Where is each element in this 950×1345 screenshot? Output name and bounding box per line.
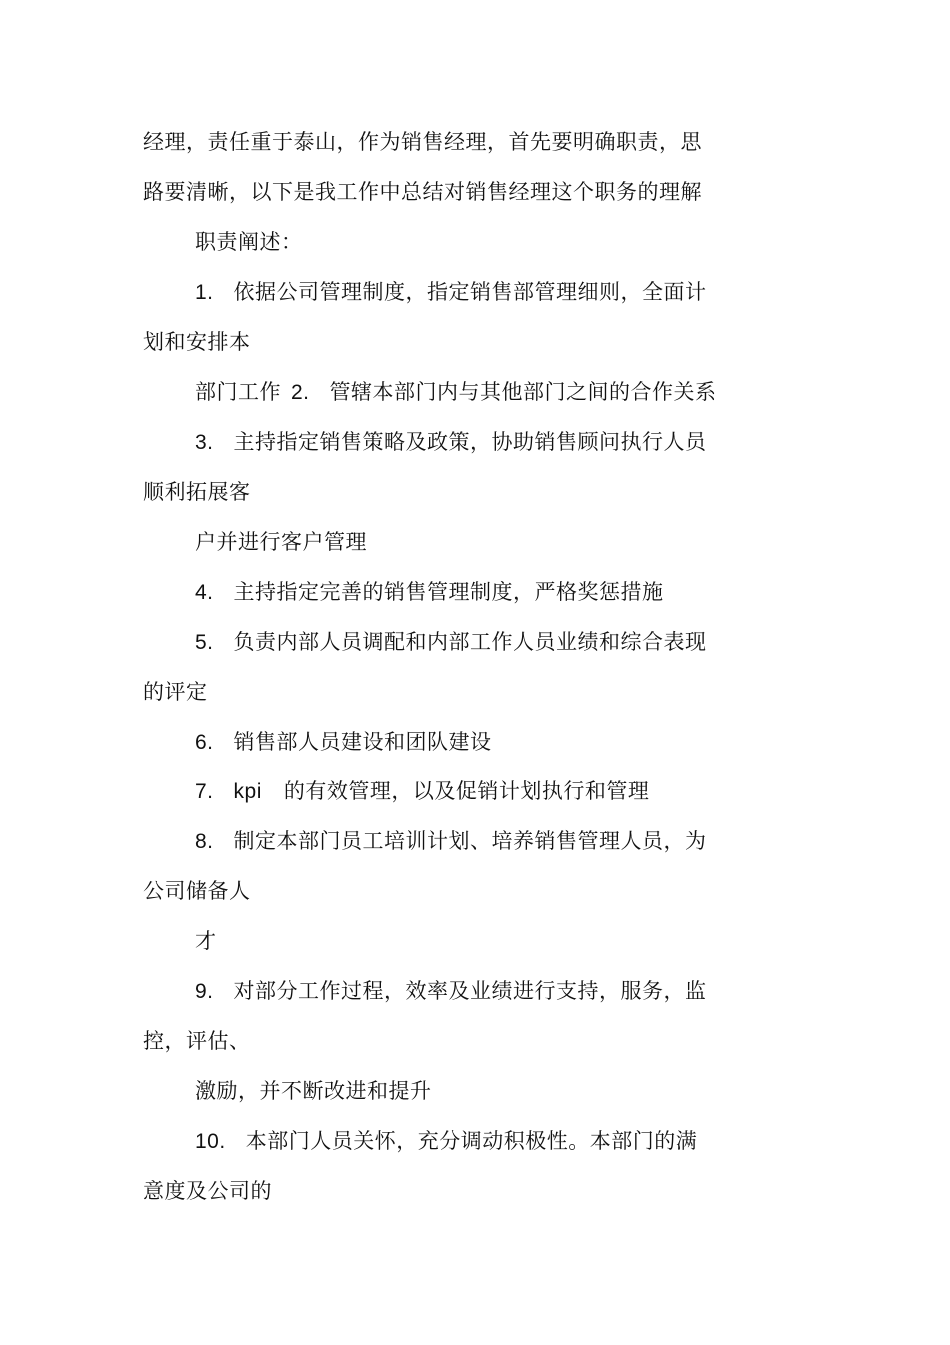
list-item-10	[195, 1127, 697, 1156]
list-item-3	[195, 428, 707, 457]
list-item-6	[195, 728, 492, 757]
list-item-text: 主持指定完善的销售管理制度，严格奖惩措施	[233, 580, 664, 604]
list-item-number: 3.	[195, 431, 214, 454]
list-item-3-continuation-2: 户并进行客户管理	[195, 530, 367, 554]
list-item-number: 5.	[195, 631, 214, 654]
section-heading: 职责阐述：	[195, 230, 303, 254]
list-item-number: 2.	[291, 381, 310, 404]
list-item-number: 4.	[195, 581, 214, 604]
list-item-number: 10.	[195, 1130, 226, 1153]
list-item-9-continuation: 控，评估、	[143, 1029, 251, 1053]
list-item-1	[195, 278, 707, 307]
list-item-8-continuation-2: 才	[195, 929, 217, 953]
list-item-text: 的有效管理，以及促销计划执行和管理	[283, 779, 650, 803]
list-item-8-continuation: 公司储备人	[143, 879, 251, 903]
list-item-2	[195, 378, 717, 407]
list-item-9-continuation-2: 激励，并不断改进和提升	[195, 1079, 432, 1103]
list-item-3-continuation: 顺利拓展客	[143, 480, 251, 504]
list-item-number: 8.	[195, 830, 214, 853]
list-item-text: 主持指定销售策略及政策，协助销售顾问执行人员	[233, 430, 707, 454]
list-item-7	[195, 777, 649, 806]
list-item-number: 1.	[195, 281, 214, 304]
list-item-9	[195, 977, 707, 1006]
list-item-4	[195, 578, 664, 607]
list-item-text: 管辖本部门内与其他部门之间的合作关系	[329, 380, 717, 404]
list-item-1-continuation: 划和安排本	[143, 330, 251, 354]
list-item-5	[195, 628, 707, 657]
list-item-8	[195, 827, 707, 856]
list-item-text: 销售部人员建设和团队建设	[233, 730, 492, 754]
list-item-number: 9.	[195, 980, 214, 1003]
kpi-term: kpi	[233, 780, 262, 803]
list-item-text: 负责内部人员调配和内部工作人员业绩和综合表现	[233, 630, 707, 654]
list-item-text: 依据公司管理制度，指定销售部管理细则，全面计	[233, 280, 707, 304]
list-item-5-continuation: 的评定	[143, 680, 208, 704]
intro-line-2: 路要清晰，以下是我工作中总结对销售经理这个职务的理解	[143, 180, 702, 204]
list-item-prefix: 部门工作	[195, 380, 281, 404]
list-item-number: 7.	[195, 780, 214, 803]
list-item-text: 制定本部门员工培训计划、培养销售管理人员，为	[233, 829, 707, 853]
list-item-text: 本部门人员关怀，充分调动积极性。本部门的满	[245, 1129, 698, 1153]
list-item-number: 6.	[195, 731, 214, 754]
list-item-text: 对部分工作过程，效率及业绩进行支持，服务，监	[233, 979, 707, 1003]
intro-line-1: 经理，责任重于泰山，作为销售经理，首先要明确职责，思	[143, 130, 702, 154]
list-item-10-continuation: 意度及公司的	[143, 1179, 272, 1203]
